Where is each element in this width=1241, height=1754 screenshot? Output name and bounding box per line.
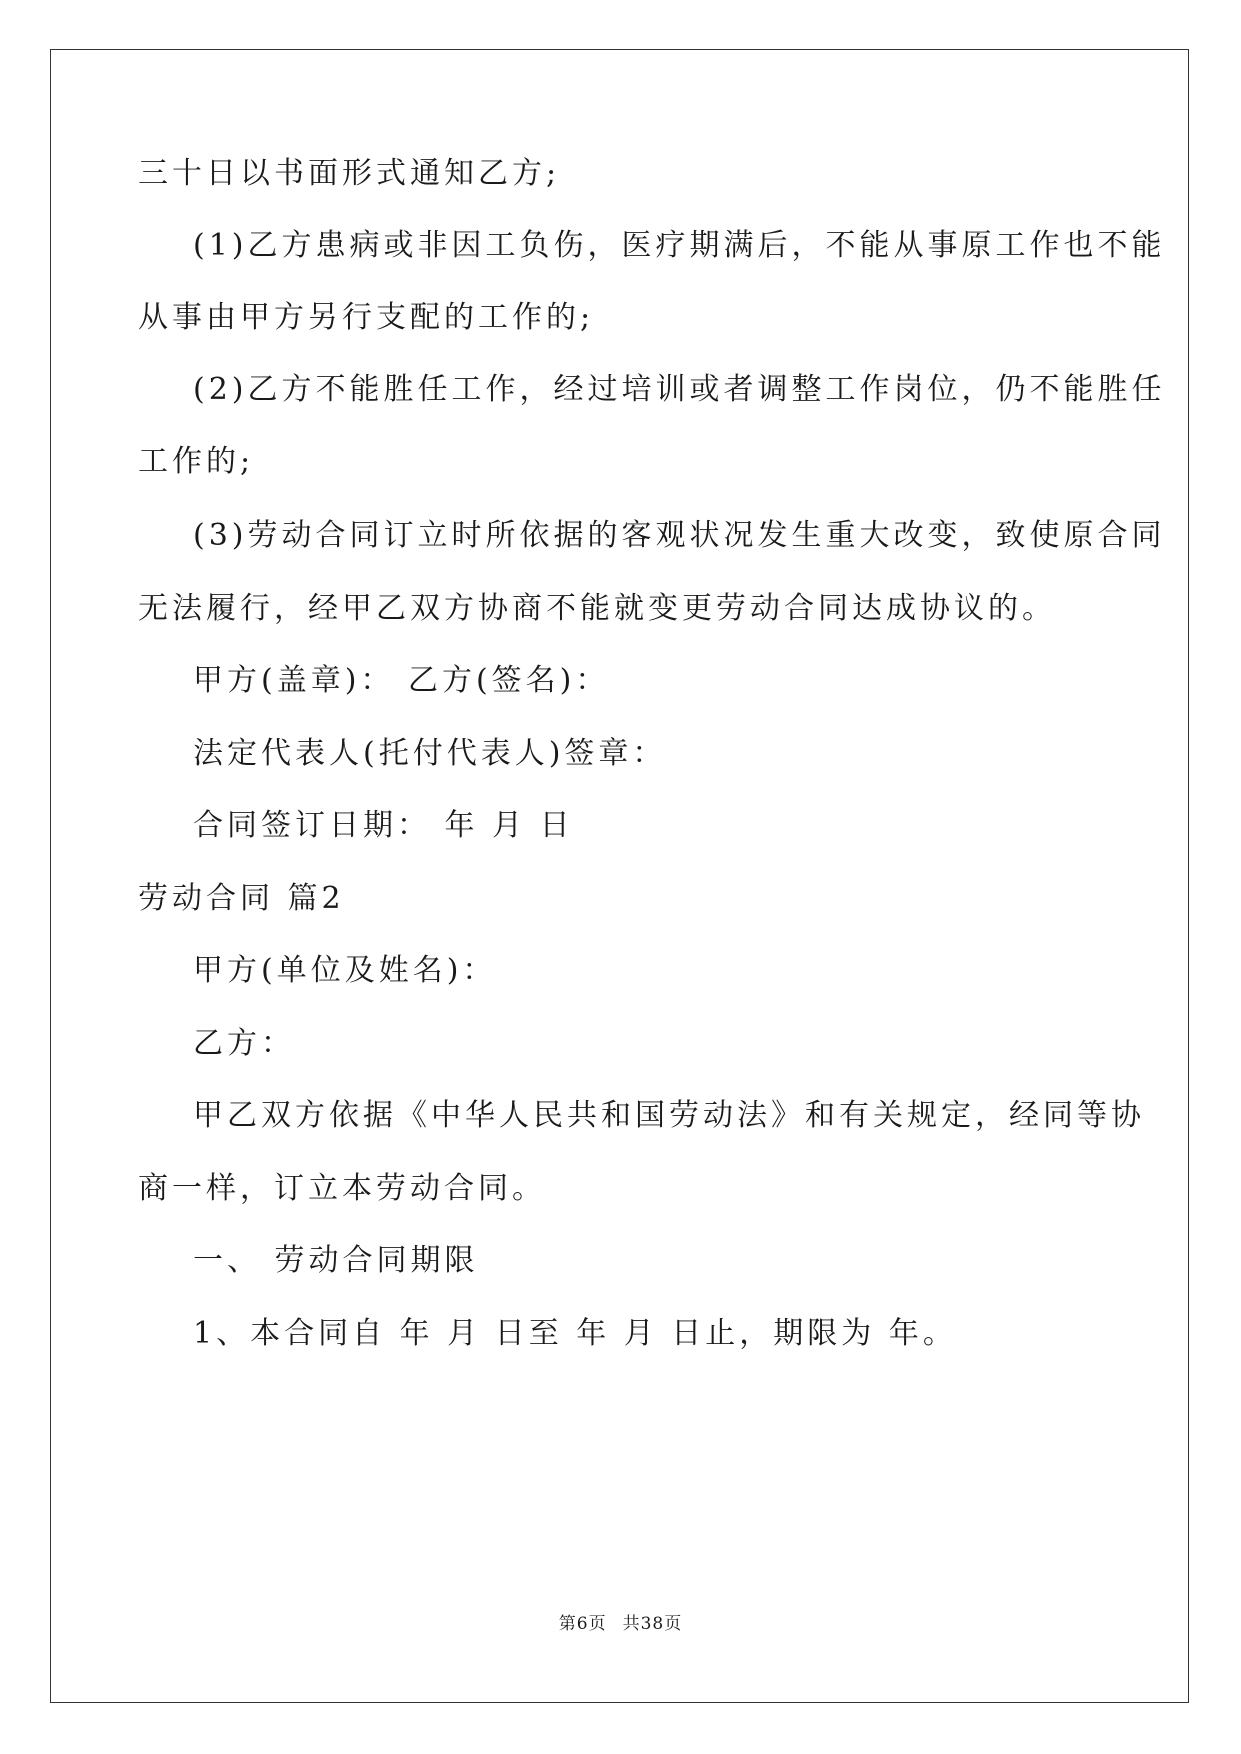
list-item-1-line-1: (1)乙方患病或非因工负伤，医疗期满后，不能从事原工作也不能 xyxy=(193,228,1166,263)
clause-heading: 一、 劳动合同期限 xyxy=(193,1243,479,1278)
list-item-3-line-1: (3)劳动合同订立时所依据的客观状况发生重大改变，致使原合同 xyxy=(193,518,1166,553)
legal-representative-line: 法定代表人(托付代表人)签章： xyxy=(193,736,667,771)
party-a-line: 甲方(单位及姓名)： xyxy=(193,953,497,988)
preamble-line-2: 商一样，订立本劳动合同。 xyxy=(138,1171,546,1206)
page-number: 第6页 xyxy=(558,1614,607,1634)
preamble-line-1: 甲乙双方依据《中华人民共和国劳动法》和有关规定，经同等协 xyxy=(193,1098,1145,1133)
party-b-line: 乙方： xyxy=(193,1026,295,1061)
page-footer xyxy=(0,1612,1241,1636)
list-item-3-line-2: 无法履行，经甲乙双方协商不能就变更劳动合同达成协议的。 xyxy=(138,591,1056,626)
clause-1-line: 1、本合同自 年 月 日至 年 月 日止，期限为 年。 xyxy=(193,1316,957,1351)
list-item-1-line-2: 从事由甲方另行支配的工作的; xyxy=(138,300,595,335)
list-item-2-line-2: 工作的; xyxy=(138,444,255,479)
page-total: 共38页 xyxy=(622,1614,683,1634)
section-heading: 劳动合同 篇2 xyxy=(138,881,345,916)
list-item-2-line-1: (2)乙方不能胜任工作，经过培训或者调整工作岗位，仍不能胜任 xyxy=(193,372,1166,407)
signing-date-line: 合同签订日期： 年 月 日 xyxy=(193,808,574,843)
signature-parties-line: 甲方(盖章)： 乙方(签名)： xyxy=(193,663,610,698)
text-line: 三十日以书面形式通知乙方; xyxy=(138,156,561,191)
